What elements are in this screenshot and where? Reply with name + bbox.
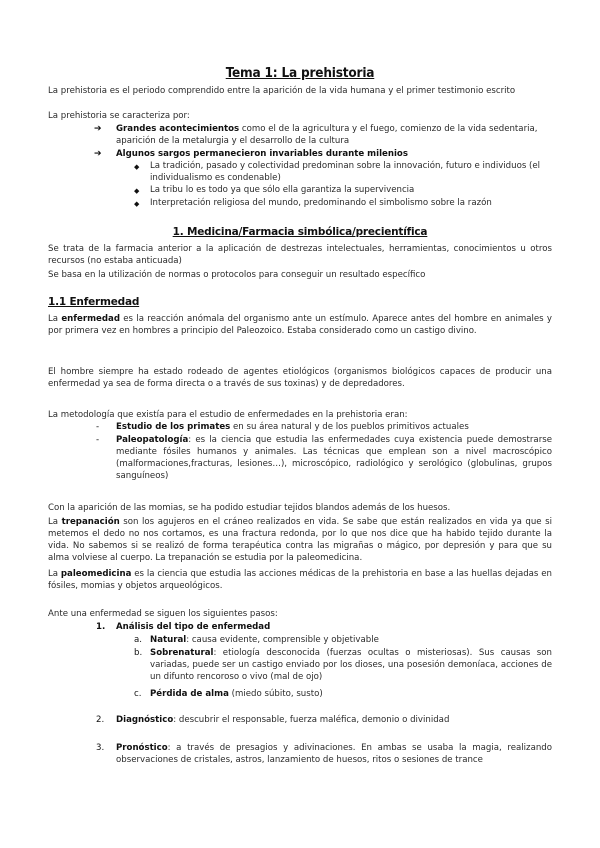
substep-item: Sobrenatural: etiología desconocida (fuerzas ocultas o misteriosas). Sus causas son variadas, puede ser un castigo enviado por los dioses, una posesión demoníaca, acciones de un difunto rencoroso o vivo (mal de ojo) xyxy=(150,648,552,682)
diamond-bullet-icon: ◆ xyxy=(134,200,140,208)
step-number: 1. xyxy=(96,622,106,632)
enfermedad-paragraph: La enfermedad es la reacción anómala del organismo ante un estímulo. Aparece antes del hombre en animales y por primera vez en hombres a principio del Paleozoico. Estaba considerado como un castigo divino. xyxy=(48,314,552,336)
substep-item: Pérdida de alma (miedo súbito, susto) xyxy=(150,689,323,699)
arrow-bullet-icon: ➔ xyxy=(94,124,102,134)
intro-paragraph: La prehistoria es el periodo comprendido entre la aparición de la vida humana y el primer testimonio escrito xyxy=(48,86,516,96)
substep-letter: c. xyxy=(134,689,142,699)
bullet-item: Grandes acontecimientos como el de la agricultura y el fuego, comienzo de la vida sedentaria, aparición de la metalurgia y el desarrollo de la cultura xyxy=(116,124,538,146)
pasos-lead: Ante una enfermedad se siguen los siguientes pasos: xyxy=(48,609,278,619)
bullet-item: Algunos sargos permanecieron invariables durante milenios xyxy=(116,149,408,159)
dash-item: Estudio de los primates en su área natural y de los pueblos primitivos actuales xyxy=(116,422,469,432)
substep-item: Natural: causa evidente, comprensible y objetivable xyxy=(150,635,379,645)
page-title: Tema 1: La prehistoria xyxy=(225,65,375,81)
subsection-heading: 1.1 Enfermedad xyxy=(48,296,140,308)
dash-bullet-icon: - xyxy=(96,422,100,432)
arrow-bullet-icon: ➔ xyxy=(94,149,102,159)
sub-bullet-item: La tribu lo es todo ya que sólo ella garantiza la supervivencia xyxy=(150,185,415,195)
step-item: Pronóstico: a través de presagios y adivinaciones. En ambas se usaba la magia, realizando observaciones de cristales, astros, lanzamiento de huesos, ritos o sesiones de trance xyxy=(116,743,552,765)
paleomedicina-paragraph: La paleomedicina es la ciencia que estudia las acciones médicas de la prehistoria en base a las huellas dejadas en fósiles, momias y objetos arqueológicos. xyxy=(48,569,552,591)
section-heading: 1. Medicina/Farmacia simbólica/precientífica xyxy=(172,226,428,238)
substep-letter: a. xyxy=(134,635,142,645)
momias-paragraph: Con la aparición de las momias, se ha podido estudiar tejidos blandos además de los huesos. xyxy=(48,503,451,513)
agentes-paragraph: El hombre siempre ha estado rodeado de agentes etiológicos (organismos biológicos capaces de producir una enfermedad ya sea de forma directa o a través de sus toxinas) y de depredadores. xyxy=(48,367,552,389)
step-item: Análisis del tipo de enfermedad xyxy=(116,622,271,632)
diamond-bullet-icon: ◆ xyxy=(134,187,140,195)
characteristics-lead: La prehistoria se caracteriza por: xyxy=(48,111,190,121)
dash-bullet-icon: - xyxy=(96,435,100,445)
step-item: Diagnóstico: descubrir el responsable, fuerza maléfica, demonio o divinidad xyxy=(116,715,450,725)
section1-paragraph: Se trata de la farmacia anterior a la aplicación de destrezas intelectuales, herramientas, conocimientos u otros recursos (no estaba anticuada) xyxy=(48,244,552,266)
step-number: 3. xyxy=(96,743,105,753)
sub-bullet-item: La tradición, pasado y colectividad predominan sobre la innovación, futuro e individuos (el individualismo es condenable) xyxy=(150,161,541,183)
diamond-bullet-icon: ◆ xyxy=(134,163,140,171)
dash-item: Paleopatología: es la ciencia que estudia las enfermedades cuya existencia puede demostrarse mediante fósiles humanos y animales. Las técnicas que emplean son a nivel macroscópico (malformaciones,fracturas, lesiones…), microscópico, radiológico y serológico (globulinas, grupos sanguíneos) xyxy=(116,435,552,481)
trepanacion-paragraph: La trepanación son los agujeros en el cráneo realizados en vida. Se sabe que están realizados en vida ya que si metemos el dedo no nos cortamos, es una fractura redonda, por lo que nos dice que ha habido tejido durante la vida. No sabemos si se realizó de forma terapéutica contra las migrañas o mágico, por depresión y para que su alma volviese al cuerpo. La trepanación se estudia por la paleomedicina. xyxy=(48,517,553,563)
metodologia-paragraph: La metodología que existía para el estudio de enfermedades en la prehistoria eran: xyxy=(48,410,408,420)
section1-paragraph: Se basa en la utilización de normas o protocolos para conseguir un resultado específico xyxy=(48,270,426,280)
substep-letter: b. xyxy=(134,648,143,658)
step-number: 2. xyxy=(96,715,105,725)
sub-bullet-item: Interpretación religiosa del mundo, predominando el simbolismo sobre la razón xyxy=(150,198,492,208)
